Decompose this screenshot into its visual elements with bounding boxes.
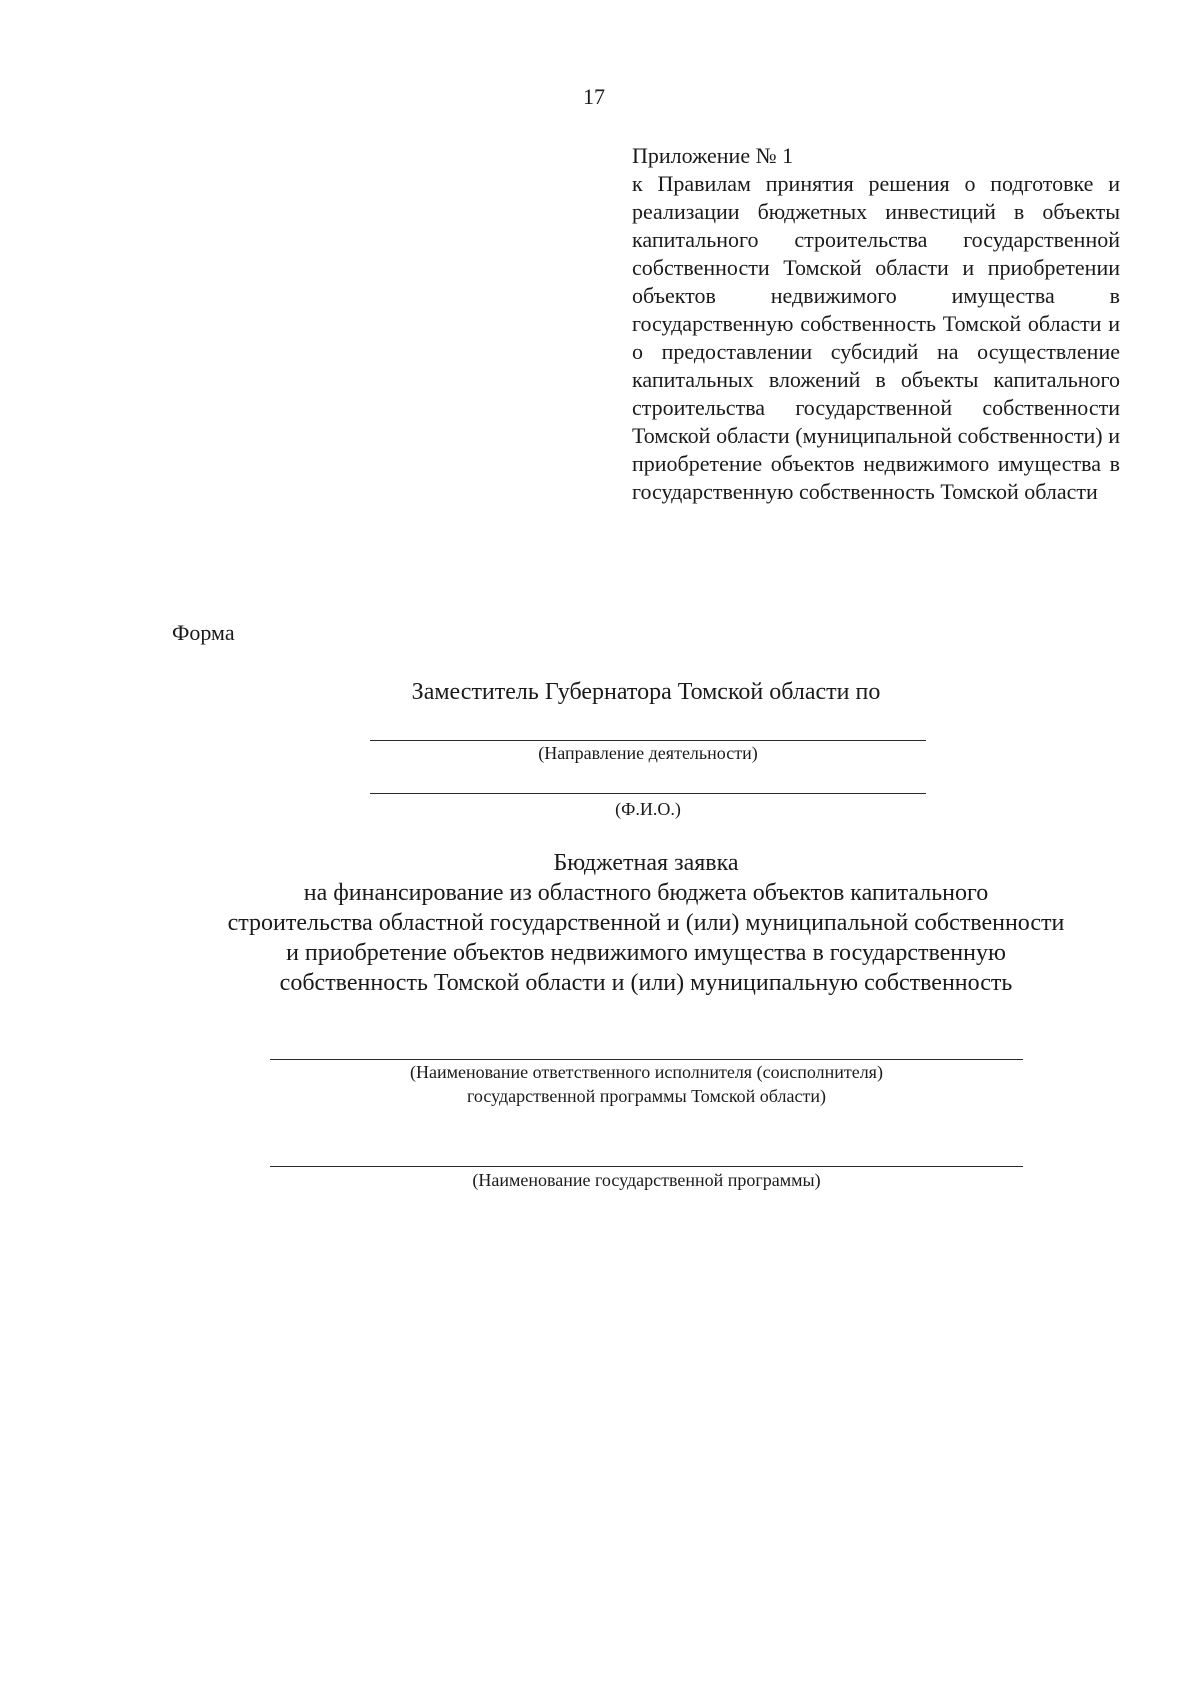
title-line: строительства областной государственной и (или) муниципальной собственности [227,910,1065,936]
fio-field-line[interactable] [370,793,926,794]
annex-heading: Приложение № 1 [632,143,794,168]
program-caption: (Наименование государственной программы) [472,1170,821,1190]
annex-body: к Правилам принятия решения о подготовке и реализации бюджетных инвестиций в объекты капитального строительства государственной собственности Томской области и приобретении объектов недвижимого имущества в государственную собственность Томской области и о предоставлении субсидий на осуществление капитальных вложений в объекты капитального строительства государственной собственности Томской области (муниципальной собственности) и приобретение объектов недвижимого имущества в государственную собственность Томской области [632,171,1120,504]
form-label: Форма [172,620,235,645]
page-number [0,84,1200,110]
program-field-line[interactable] [270,1166,1023,1167]
title-line: Бюджетная заявка [553,850,739,876]
direction-caption: (Направление деятельности) [538,743,758,763]
annex-block [632,142,1120,506]
executor-caption [270,1060,1023,1108]
title-line: собственность Томской области и (или) муниципальную собственность [279,970,1013,996]
document-title [172,848,1120,998]
page-number-text: 17 [583,84,605,109]
fio-caption: (Ф.И.О.) [615,799,681,819]
executor-caption-line: (Наименование ответственного исполнителя (соисполнителя) [410,1062,883,1082]
title-line: на финансирование из областного бюджета объектов капитального [303,880,989,906]
title-line: и приобретение объектов недвижимого имущества в государственную [286,940,1006,966]
executor-caption-line: государственной программы Томской области) [467,1086,826,1106]
addressee-title: Заместитель Губернатора Томской области по [411,679,881,705]
